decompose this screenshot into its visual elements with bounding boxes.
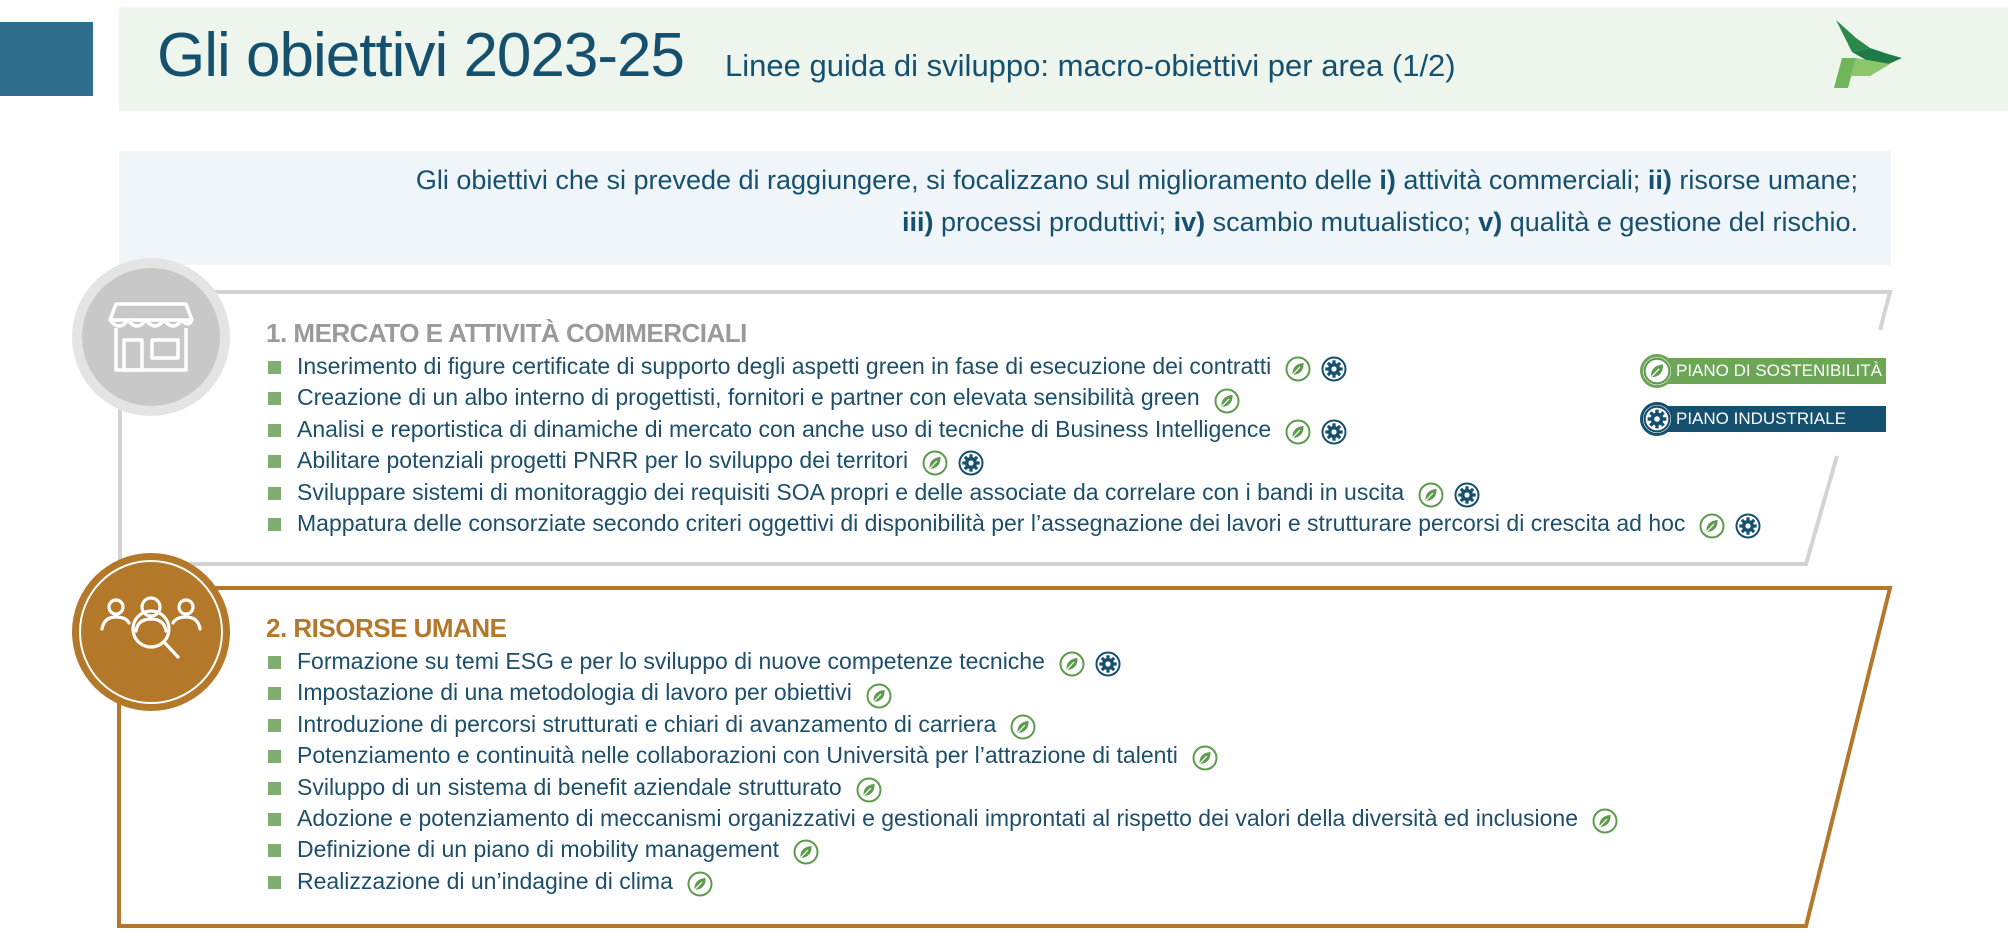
list-item-text: Sviluppo di un sistema di benefit aziendale strutturato	[297, 773, 842, 800]
leaf-icon	[1010, 714, 1036, 740]
leaf-icon	[1285, 356, 1311, 382]
gear-icon	[1735, 513, 1761, 539]
list-item-text: Mappatura delle consorziate secondo criteri oggettivi di disponibilità per l’assegnazione dei lavori e strutturare percorsi di crescita ad hoc	[297, 509, 1686, 536]
leaf-icon	[1418, 482, 1444, 508]
list-item-text: Creazione di un albo interno di progettisti, fornitori e partner con elevata sensibilità green	[297, 384, 1200, 411]
gear-icon	[1321, 419, 1347, 445]
list-item	[266, 709, 1628, 740]
section-2-list	[266, 646, 1628, 897]
bullet-icon	[268, 719, 281, 732]
page-title: Gli obiettivi 2023-25	[157, 21, 684, 90]
list-item	[266, 677, 1628, 708]
leaf-icon	[922, 450, 948, 476]
list-item	[266, 803, 1628, 834]
bullet-icon	[268, 844, 281, 857]
gear-icon	[958, 450, 984, 476]
leaf-icon	[856, 777, 882, 803]
bullet-icon	[268, 518, 281, 531]
plan-icons	[687, 867, 723, 898]
list-item-text: Analisi e reportistica di dinamiche di mercato con anche uso di tecniche di Business Intelligence	[297, 415, 1272, 442]
section-2-title: 2. RISORSE UMANE	[266, 613, 507, 643]
list-item	[266, 414, 1771, 445]
legend-industrial-label: PIANO INDUSTRIALE	[1654, 406, 1886, 432]
bullet-icon	[268, 876, 281, 889]
bullet-icon	[268, 782, 281, 795]
list-item-text: Impostazione di una metodologia di lavoro per obiettivi	[297, 679, 852, 706]
leaf-icon	[866, 683, 892, 709]
list-item	[266, 477, 1771, 508]
bullet-icon	[268, 455, 281, 468]
plan-icons	[1059, 647, 1131, 678]
list-item	[266, 834, 1628, 865]
bullet-icon	[268, 656, 281, 669]
plan-icons	[1214, 384, 1250, 415]
leaf-icon	[687, 871, 713, 897]
list-item-text: Formazione su temi ESG e per lo sviluppo di nuove competenze tecniche	[297, 648, 1045, 674]
bullet-icon	[268, 687, 281, 700]
bullet-icon	[268, 361, 281, 374]
plan-icons	[1192, 741, 1228, 772]
section-1-circle	[72, 258, 230, 416]
leaf-icon	[793, 839, 819, 865]
section-2-circle	[72, 553, 230, 711]
list-item-text: Inserimento di figure certificate di supporto degli aspetti green in fase di esecuzione dei contratti	[297, 353, 1272, 379]
plan-icons	[866, 679, 902, 710]
list-item-text: Potenziamento e continuità nelle collaborazioni con Università per l’attrazione di talenti	[297, 742, 1178, 769]
leaf-icon	[1699, 513, 1725, 539]
plan-icons	[793, 836, 829, 867]
leaf-icon	[1192, 745, 1218, 771]
plan-icons	[1285, 352, 1357, 383]
bullet-icon	[268, 392, 281, 405]
bullet-icon	[268, 424, 281, 437]
plan-icons	[1418, 478, 1490, 509]
legend-sustainability-label: PIANO DI SOSTENIBILITÀ	[1654, 358, 1886, 384]
list-item-text: Introduzione di percorsi strutturati e chiari di avanzamento di carriera	[297, 710, 997, 737]
list-item-text: Realizzazione di un’indagine di clima	[297, 867, 673, 894]
page-subtitle: Linee guida di sviluppo: macro-obiettivi per area (1/2)	[725, 48, 1456, 83]
bullet-icon	[268, 487, 281, 500]
list-item	[266, 508, 1771, 539]
plan-icons	[922, 446, 994, 477]
bullet-icon	[268, 813, 281, 826]
plan-icons	[856, 773, 892, 804]
list-item	[266, 646, 1628, 677]
list-item-text: Sviluppare sistemi di monitoraggio dei requisiti SOA propri e delle associate da correlare con i bandi in uscita	[297, 478, 1405, 505]
list-item	[266, 445, 1771, 476]
leaf-icon	[1285, 419, 1311, 445]
people-search-icon	[96, 593, 206, 673]
list-item-text: Adozione e potenziamento di meccanismi organizzativi e gestionali improntati al rispetto dei valori della diversità ed inclusione	[297, 804, 1579, 831]
plan-icons	[1592, 804, 1628, 835]
plan-icons	[1010, 710, 1046, 741]
list-item	[266, 351, 1771, 382]
gear-icon	[1454, 482, 1480, 508]
gear-icon	[1321, 356, 1347, 382]
bullet-icon	[268, 750, 281, 763]
leaf-icon	[1214, 388, 1240, 414]
list-item-text: Definizione di un piano di mobility management	[297, 836, 780, 863]
shop-icon	[108, 298, 194, 374]
list-item-text: Abilitare potenziali progetti PNRR per lo sviluppo dei territori	[297, 447, 909, 474]
section-1-title: 1. MERCATO E ATTIVITÀ COMMERCIALI	[266, 318, 747, 348]
plan-icons	[1285, 415, 1357, 446]
gear-icon	[1095, 651, 1121, 677]
section-1-list	[266, 351, 1771, 539]
list-item	[266, 382, 1771, 413]
list-item	[266, 740, 1628, 771]
leaf-icon	[1592, 808, 1618, 834]
intro-line-1: Gli obiettivi che si prevede di raggiungere, si focalizzano sul miglioramento delle i) attività commerciali; ii) risorse umane;	[415, 165, 1858, 195]
leaf-icon	[1059, 651, 1085, 677]
intro-line-2: iii) processi produttivi; iv) scambio mutualistico; v) qualità e gestione del rischio.	[902, 207, 1858, 237]
list-item	[266, 866, 1628, 897]
plan-icons	[1699, 509, 1771, 540]
list-item	[266, 772, 1628, 803]
